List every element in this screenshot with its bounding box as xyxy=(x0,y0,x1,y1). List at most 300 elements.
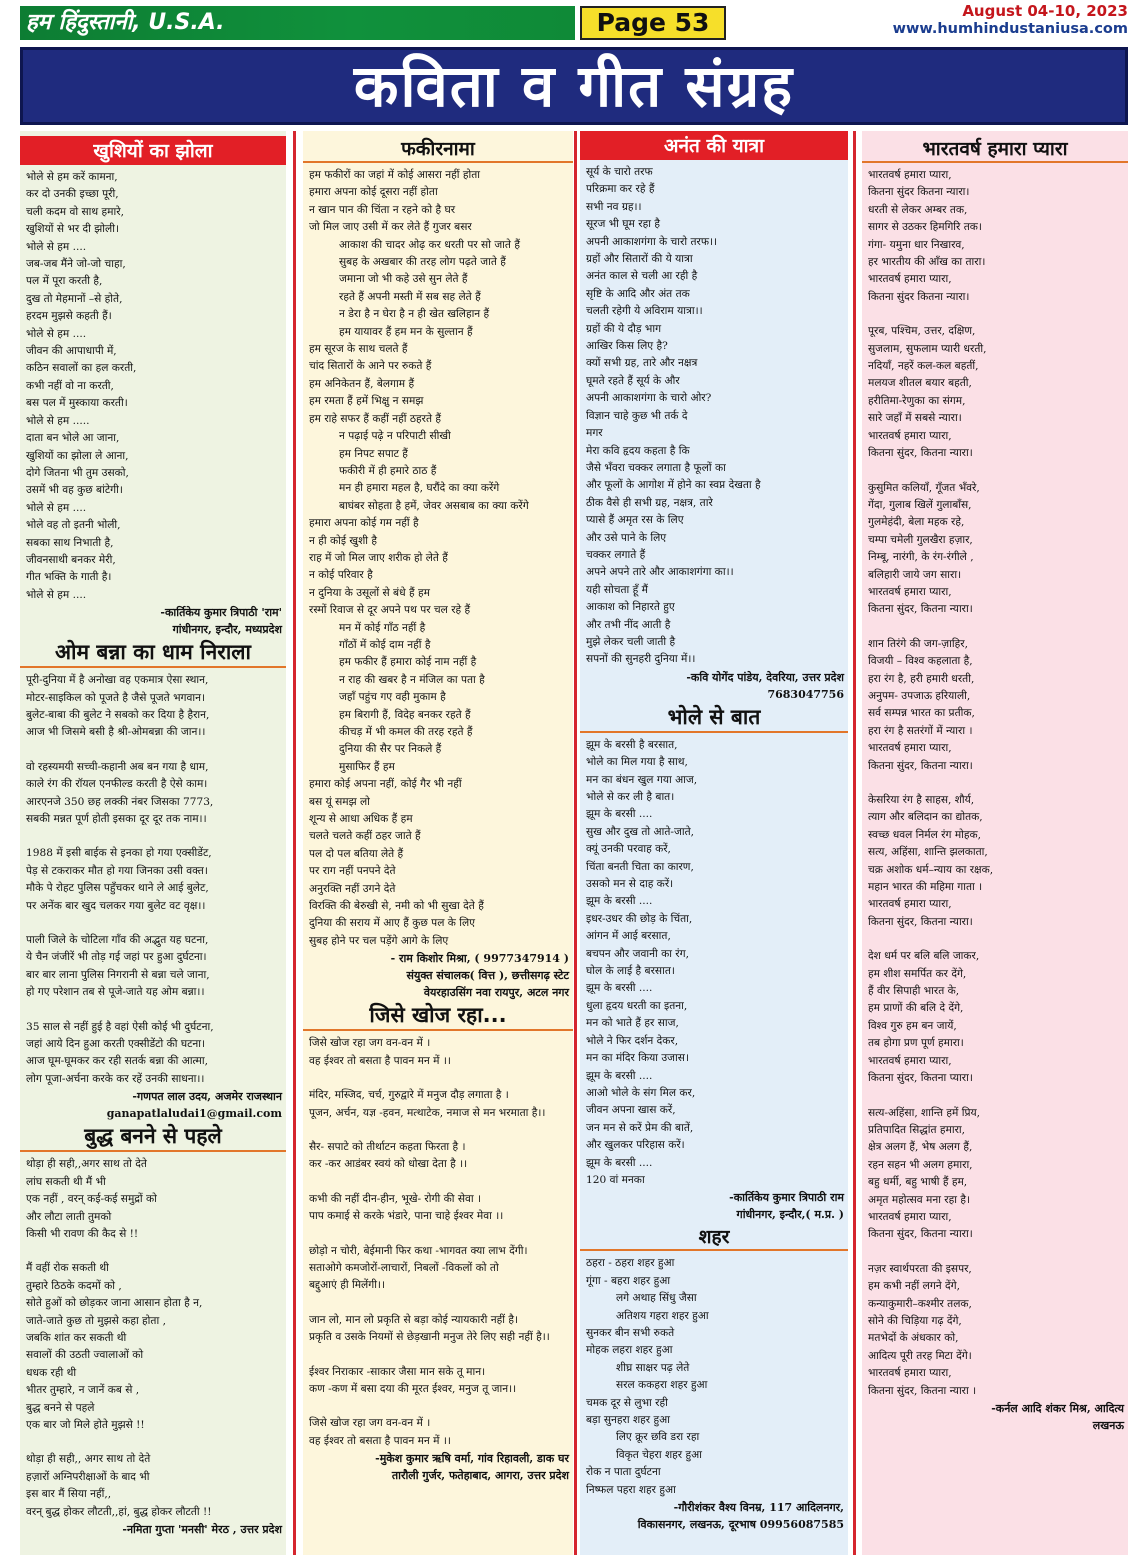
poem-line: सत्य, अहिंसा, शान्ति झलकाता, xyxy=(868,846,988,859)
poem-line: आज घूम-घूमकर कर रही सतर्क बन्ना की आत्मा, xyxy=(26,1055,208,1068)
stanza-gap xyxy=(868,463,1123,480)
poem-line: कण -कण में बसा दया की मूरत ईश्वर, मनुज तू जान।। xyxy=(309,1382,517,1395)
poem-line: शान तिरंगे की जग-ज़ाहिर, xyxy=(868,637,968,650)
poem-line: धधक रही थी xyxy=(26,1366,77,1379)
poem-line: ठहरा - ठहरा शहर हुआ xyxy=(586,1257,675,1270)
stanza-gap xyxy=(26,1243,281,1260)
poet-credit-line: -मुकेश कुमार ऋषि वर्मा, गांव रिहावली, डाक घर xyxy=(375,1452,569,1466)
poem-line: नदियाँ, नहरें कल-कल बहतीं, xyxy=(868,360,979,373)
poem-line: पेड़ से टकराकर मौत हो गया जिनका उसी वक्त। xyxy=(26,864,208,877)
poem-line: मुझे लेकर चली जाती है xyxy=(586,635,676,648)
poem-line: धुला हृदय धरती का इतना, xyxy=(586,999,688,1012)
poem-line: पर राग नहीं पनपने देते xyxy=(309,865,396,878)
poem-line: उसमें भी वह कुछ बांटेगी। xyxy=(26,484,123,497)
stanza-gap xyxy=(868,775,1123,792)
poet-credit-line: ganapatlaludai1@gmail.com xyxy=(106,1107,282,1121)
poem-line: भारतवर्ष हमारा प्यारा, xyxy=(868,1054,952,1067)
poem-body xyxy=(20,668,286,1088)
poem-line: भारतवर्ष हमारा प्यारा, xyxy=(868,585,952,598)
poem-line: धरती से लेकर अम्बर तक, xyxy=(868,203,968,216)
poem-line: मेरा कवि हृदय कहता है कि xyxy=(586,444,690,457)
poem-line: देश धर्म पर बलि बलि जाकर, xyxy=(868,950,980,963)
poem-credit xyxy=(20,1521,286,1538)
poem-line: हम यायावर हैं हम मन के सुल्तान हैं xyxy=(339,325,473,338)
poem-line: जाते-जाते कुछ तो मुझसे कहा होता , xyxy=(26,1314,166,1327)
poem-line: मन को भाते हैं हर साज, xyxy=(586,1017,679,1030)
poem-line: हम फकीरों का जहां में कोई आसरा नहीं होता xyxy=(309,169,481,181)
stanza-gap xyxy=(309,1174,568,1191)
poem-line: पूरी-दुनिया में है अनोखा वह एकमात्र ऐसा स्थान, xyxy=(26,674,209,687)
poem-line: बद्दुआएं ही मिलेंगी।। xyxy=(309,1279,385,1292)
poem-line: भोले से हम .... xyxy=(26,501,87,514)
poem-line: रस्मों रिवाज से दूर अपने पथ पर चल रहे हैं xyxy=(309,604,471,617)
section-banner xyxy=(20,47,1128,125)
poem-line: आकाश की चादर ओढ़ कर धरती पर सो जाते हैं xyxy=(339,238,520,251)
poem-line: मंदिर, मस्जिद, चर्च, गुरुद्वारे में मनुज दौड़ लगाता है । xyxy=(309,1089,509,1102)
poem-credit xyxy=(303,1450,573,1484)
stanza-gap xyxy=(26,1434,281,1451)
poem-line: और फूलों के आगोश में होने का स्वप्न देखता है xyxy=(586,479,761,492)
poem-om-banna xyxy=(20,638,286,1122)
poem-line: दुख तो मेहमानों –से होते, xyxy=(26,292,123,305)
poem-line: गुलमेहंदी, बेला महक रहे, xyxy=(868,516,965,529)
poem-line: सताओगे कमजोरों-लाचारों, निबलों -विकलों को तो xyxy=(309,1261,499,1274)
poem-line: न खान पान की चिंता न रहने को है घर xyxy=(309,203,456,216)
poem-line: ईश्वर निराकार -साकार जैसा मान सके तू मान। xyxy=(309,1365,486,1378)
poem-line: सबकी मन्नत पूर्ण होती इसका दूर दूर तक नाम।। xyxy=(26,813,207,825)
poem-line: काले रंग की रॉयल एनफील्ड करती है ऐसे काम। xyxy=(26,778,208,791)
poem-line: झूम के बरसी .... xyxy=(586,895,653,908)
poem-line: लांघ सकती थी मैं भी xyxy=(26,1175,106,1188)
poem-line: विरक्ति की बेरुखी से, नमी को भी सुखा देते हैं xyxy=(309,900,484,913)
poem-line: वरन् बुद्ध होकर लौटती,,हां, बुद्ध होकर लौटती !! xyxy=(26,1505,212,1518)
poem-line: अपने अपने तारे और आकाशगंगा का।। xyxy=(586,566,734,579)
poem-line: तब होगा प्रण पूर्ण हमारा। xyxy=(868,1037,964,1050)
poem-line: भोले वह तो इतनी भोली, xyxy=(26,519,121,532)
stanza-gap xyxy=(868,931,1123,948)
poem-buddh-banne-se-pahle xyxy=(20,1122,286,1538)
poem-line: और उसे पाने के लिए xyxy=(586,531,667,544)
poem-line: अनुरक्ति नहीं उगने देते xyxy=(309,882,396,895)
poem-line: लगे अथाह सिंधु जैसा xyxy=(616,1292,697,1305)
poem-line: हम सूरज के साथ चलते हैं xyxy=(309,343,408,356)
poem-line: विजयी – विश्व कहलाता है, xyxy=(868,655,973,668)
poem-line: और तभी नींद आती है xyxy=(586,618,671,631)
poem-line: चक्र अशोक धर्म–न्याय का रक्षक, xyxy=(868,863,994,876)
poem-line: प्रकृति व उसके नियमों से छेड़खानी मनुज तेरे लिए सही नहीं है।। xyxy=(309,1331,550,1344)
poem-line: हम प्राणों की बलि दे देंगे, xyxy=(868,1002,964,1015)
poem-line: भारतवर्ष हमारा प्यारा, xyxy=(868,429,952,442)
poem-line: झूम के बरसी है बरसात, xyxy=(586,738,678,751)
poem-line: हम अनिकेतन हैं, बेलगाम हैं xyxy=(309,377,415,390)
column-1 xyxy=(20,131,286,1555)
poem-line: जन मन से करें प्रेम की बातें, xyxy=(586,1121,694,1134)
poem-line: हमारा कोई अपना नहीं, कोई गैर भी नहीं xyxy=(309,778,462,791)
poem-line: अपनी आकाशगंगा के चारो ओर? xyxy=(586,392,712,405)
poet-credit-line: -गौरीशंकर वैश्य विनम्र, 117 आदिलनगर, xyxy=(673,1501,844,1515)
stanza-gap xyxy=(868,306,1123,323)
poem-line: प्यासे हैं अमृत रस के लिए xyxy=(586,514,684,527)
poem-line: विकृत चेहरा शहर हुआ xyxy=(616,1448,702,1461)
poem-line: केसरिया रंग है साहस, शौर्य, xyxy=(868,794,975,806)
poem-line: बहु धर्मी, बहु भाषी हैं हम, xyxy=(868,1176,968,1189)
poem-line: सृष्टि के आदि और अंत तक xyxy=(586,287,690,300)
poem-line: मन का बंधन खुल गया आज, xyxy=(586,773,698,786)
poem-line: सूरज भी घूम रहा है xyxy=(586,218,660,231)
poem-line: खुशियों से भर दी झोली। xyxy=(26,223,119,236)
poem-line: चम्पा चमेली गुलखैरा हज़ार, xyxy=(868,533,973,546)
poem-line: चलते चलते कहीं ठहर जाते हैं xyxy=(309,830,421,843)
poem-credit xyxy=(303,950,573,1001)
poem-line: कितना सुंदर, कितना न्यारा । xyxy=(868,1384,977,1397)
poem-line: सर्व सम्पन्न भारत का प्रतीक, xyxy=(868,707,975,720)
poem-line: जीवन अपना खास करें, xyxy=(586,1104,676,1117)
poet-credit-line: वेयरहाउसिंग नवा रायपुर, अटल नगर xyxy=(423,986,569,1000)
column-4 xyxy=(862,131,1128,1555)
poem-line: शून्य से आधा अधिक हैं हम xyxy=(309,813,413,826)
poet-credit-line: तारौली गुर्जर, फतेहाबाद, आगरा, उत्तर प्रदेश xyxy=(391,1469,569,1483)
website-link[interactable]: www.humhindustaniusa.com xyxy=(892,21,1128,37)
poem-line: कितना सुंदर, कितना न्यारा। xyxy=(868,603,973,616)
poem-line: भारतवर्ष हमारा प्यारा, xyxy=(868,1367,952,1380)
masthead xyxy=(20,2,1128,40)
poem-line: जिसे खोज रहा जग वन-वन में । xyxy=(309,1417,431,1430)
poem-line: सागर से उठकर हिमगिरि तक। xyxy=(868,221,982,234)
poem-line: पल दो पल बतिया लेते हैं xyxy=(309,847,404,860)
poem-line: लिए क्रूर छवि डरा रहा xyxy=(616,1431,700,1444)
poem-line: सारे जहाँ में सबसे न्यारा। xyxy=(868,412,962,425)
poem-line: बड़ा सुनहरा शहर हुआ xyxy=(586,1414,670,1426)
poem-line: खुशियों का झोला ले आना, xyxy=(26,449,129,462)
poem-line: शीघ्र साक्षर पढ़ लेते xyxy=(616,1361,690,1374)
poem-line: हर भारतीय की आँख का तारा। xyxy=(868,256,986,269)
poem-body xyxy=(20,1152,286,1521)
poem-line: भारतवर्ष हमारा प्यारा, xyxy=(868,169,952,181)
poem-line: और खुलकर परिहास करें। xyxy=(586,1139,685,1152)
poem-title: शहर xyxy=(580,1223,848,1251)
poem-line: हज़ारों अग्निपरीक्षाओं के बाद भी xyxy=(26,1470,150,1483)
column-divider xyxy=(293,131,296,1555)
stanza-gap xyxy=(868,619,1123,636)
poem-line: इधर-उधर की छोड़ के चिंता, xyxy=(586,912,693,925)
column-2 xyxy=(303,131,573,1555)
poem-line: जिसे खोज रहा जग वन-वन में । xyxy=(309,1037,431,1050)
poem-line: विश्व गुरु हम बन जायें, xyxy=(868,1019,957,1032)
poem-line: आंगन में आई बरसात, xyxy=(586,930,671,943)
poem-credit xyxy=(580,1189,848,1223)
poem-line: हम कभी नहीं लगने देंगे, xyxy=(868,1280,960,1293)
poem-line: मन में कोई गाँठ नहीं है xyxy=(339,621,426,634)
poem-line: कीचड़ में भी कमल की तरह रहते हैं xyxy=(339,726,473,738)
poem-line: आज भी जिसमे बसी है श्री-ओमबन्ना की जान।। xyxy=(26,726,206,739)
poem-credit xyxy=(862,1400,1128,1434)
poem-line: ये चैन जंजीरें भी तोड़ गई जहां पर हुआ दुर्घटना। xyxy=(26,951,207,964)
poem-line: जमाना जो भी कहे उसे सुन लेते हैं xyxy=(339,273,468,286)
poem-line: 1988 में इसी बाईक से इनका हो गया एक्सीडेंट, xyxy=(26,847,212,860)
column-divider xyxy=(853,131,856,1555)
poem-title: भारतवर्ष हमारा प्यारा xyxy=(862,135,1128,163)
poem-line: एक बार जो मिले होते मुझसे !! xyxy=(26,1418,145,1431)
poem-line: सुबह के अखबार की तरह लोग पढ़ते जाते हैं xyxy=(339,256,506,269)
poem-line: हरीतिमा-रेणुका का संगम, xyxy=(868,394,966,407)
poem-line: विज्ञान चाहे कुछ भी तर्क दे xyxy=(586,409,688,422)
poem-line: कभी की नहीं दीन-हीन, भूखे- रोगी की सेवा । xyxy=(309,1192,482,1205)
stanza-gap xyxy=(309,1295,568,1312)
poet-credit-line: संयुक्त संचालक( वित्त ), छत्तीसगढ़ स्टेट xyxy=(406,969,569,983)
poem-line: झूम के बरसी .... xyxy=(586,982,653,995)
poem-title: भोले से बात xyxy=(580,703,848,733)
poem-line: दुनिया की सराय में आए हैं कुछ पल के लिए xyxy=(309,917,476,930)
poem-line: मोहक लहरा शहर हुआ xyxy=(586,1344,673,1357)
poem-body xyxy=(580,1251,848,1499)
poem-line: उसको मन से दाह करें। xyxy=(586,878,674,891)
poem-line: मतभेदों के अंधकार को, xyxy=(868,1332,959,1345)
poem-line: अनंत काल से चली आ रही है xyxy=(586,270,698,283)
poem-line: भोले ने फिर दर्शन देकर, xyxy=(586,1034,679,1047)
poem-line: हम रमता हैं हमें भिक्षु न समझ xyxy=(309,395,424,408)
poem-credit xyxy=(20,1088,286,1122)
issue-date: August 04-10, 2023 xyxy=(962,2,1128,20)
poem-line: थोड़ा ही सही,,अगर साथ तो देते xyxy=(26,1158,147,1171)
poem-line: न ही कोई खुशी है xyxy=(309,534,378,547)
poem-credit xyxy=(580,1499,848,1533)
poem-line: भीतर तुम्हारे, न जानें कब से , xyxy=(26,1384,140,1397)
poem-line: हमारा अपना कोई दूसरा नहीं होता xyxy=(309,186,438,199)
poem-line: गीत भक्ति के गाती है। xyxy=(26,571,112,584)
poem-line: पाप कमाई से करके भंडारे, पाना चाहे ईश्वर मेवा ।। xyxy=(309,1210,504,1223)
poem-line: सोने की चिड़िया गढ़ देंगे, xyxy=(868,1314,962,1327)
poem-line: चमक दूर से लुभा रही xyxy=(586,1396,668,1409)
poet-credit-line: - राम किशोर मिश्रा, ( 9977347914 ) xyxy=(390,952,569,966)
poem-line: जीवनसाथी बनकर मेरी, xyxy=(26,553,116,566)
poem-body xyxy=(303,163,573,950)
poem-line: हम फकीर हैं हमारा कोई नाम नहीं है xyxy=(339,656,477,669)
poem-line: दाता बन भोले आ जाना, xyxy=(26,432,120,445)
poem-line: हम बिरागी हैं, विदेह बनकर रहते हैं xyxy=(339,708,471,721)
poem-line: झूम के बरसी .... xyxy=(586,1069,653,1082)
poem-shahar xyxy=(580,1223,848,1533)
poem-jise-khoj-raha xyxy=(303,1001,573,1484)
poem-line: मगर xyxy=(586,427,603,440)
stanza-gap xyxy=(309,1070,568,1087)
poem-line: आओ भोले के संग मिल कर, xyxy=(586,1086,696,1099)
poem-line: ग्रहों की ये दौड़ भाग xyxy=(586,322,662,335)
poem-credit xyxy=(20,604,286,638)
poem-title: बुद्ध बनने से पहले xyxy=(20,1122,286,1152)
poem-line: पल में पूरा करती है, xyxy=(26,275,103,288)
poem-line: सवालों की उठती ज्वालाओं को xyxy=(26,1349,144,1362)
poem-line: वो रहस्यमयी सच्ची-कहानी अब बन गया है धाम, xyxy=(26,760,209,773)
poem-line: मलयज शीतल बयार बहती, xyxy=(868,377,972,390)
poem-line: वह ईश्वर तो बसता है पावन मन में ।। xyxy=(309,1054,451,1067)
poem-line: भारतवर्ष हमारा प्यारा, xyxy=(868,898,952,911)
poem-khushiyon-ka-jhola xyxy=(20,136,286,638)
poem-line: हरा रंग है सतरंगों में न्यारा । xyxy=(868,724,973,737)
poem-line: छोड़ो न चोरी, बेईमानी फिर कथा -भागवत क्या लाभ देंगी। xyxy=(309,1244,528,1257)
poem-line: क्यूं उनकी परवाह करें, xyxy=(586,843,671,856)
poem-line: दोगे जितना भी तुम उसको, xyxy=(26,466,129,479)
poem-line: हो गए परेशान तब से पूजे-जाते यह ओम बन्ना।। xyxy=(26,986,205,999)
poem-line: अपनी आकाशगंगा के चारो तरफ।। xyxy=(586,235,718,248)
stanza-gap xyxy=(26,915,281,932)
poet-credit-line: -नमिता गुप्ता 'मनसी' मेरठ , उत्तर प्रदेश xyxy=(122,1523,282,1536)
poem-line: और लौटा लाती तुमको xyxy=(26,1210,112,1223)
poem-line: हमारा अपना कोई गम नहीं है xyxy=(309,517,419,530)
poem-line: महान भारत की महिमा गाता । xyxy=(868,881,983,894)
poem-line: वह ईश्वर तो बसता है पावन मन में ।। xyxy=(309,1434,451,1447)
poem-title: जिसे खोज रहा... xyxy=(303,1001,573,1031)
poem-line: भोले से हम .... xyxy=(26,240,87,253)
poem-line: भारतवर्ष हमारा प्यारा, xyxy=(868,1210,952,1223)
poem-line: कितना सुंदर, कितना न्यारा। xyxy=(868,915,973,928)
poem-line: झूम के बरसी .... xyxy=(586,1156,653,1169)
poem-fakirnama xyxy=(303,135,573,1001)
column-3 xyxy=(580,131,848,1555)
poem-line: दुनिया की सैर पर निकले हैं xyxy=(339,743,442,756)
poem-line: बार बार लाना पुलिस निगरानी से बन्ना चले जाना, xyxy=(26,968,210,981)
column-divider xyxy=(574,131,577,1555)
poem-line: नज़र स्वार्थपरता की इसपर, xyxy=(868,1262,972,1275)
page-number: Page 53 xyxy=(580,6,726,40)
poem-line: ठीक वैसे ही सभी ग्रह, नक्षत्र, तारे xyxy=(586,496,713,509)
stanza-gap xyxy=(309,1398,568,1415)
poem-line: हैं वीर सिपाही भारत के, xyxy=(868,985,960,998)
poem-line: निष्फल पहरा शहर हुआ xyxy=(586,1483,676,1496)
stanza-gap xyxy=(309,1226,568,1243)
poem-line: रहन सहन भी अलग हमारा, xyxy=(868,1158,973,1171)
poem-line: एक नहीं , वरन् कई-कई समुद्रों को xyxy=(26,1193,157,1206)
poem-line: न दुनिया के उसूलों से बंधे हैं हम xyxy=(309,586,430,599)
poem-line: पूजन, अर्चन, यज्ञ -हवन, मत्थाटेक, नमाज से मन भरमाता है।। xyxy=(309,1106,546,1119)
poem-line: सभी नव ग्रह।। xyxy=(586,200,642,213)
poem-line: अनुपम- उपजाऊ हरियाली, xyxy=(868,689,971,702)
poem-line: बाघंबर सोहता है हमें, जेवर असबाब का क्या करेंगे xyxy=(339,499,529,512)
poem-line: सरल ककहरा शहर हुआ xyxy=(616,1379,708,1392)
poem-line: कर दो उनकी इच्छा पूरी, xyxy=(26,188,119,201)
poem-line: गेंदा, गुलाब खिलें गुलाबाँस, xyxy=(868,498,972,511)
poem-line: हरा रंग है, हरी हमारी धरती, xyxy=(868,672,975,685)
poem-line: पाली जिले के चोटिला गाँव की अद्भुत यह घटना, xyxy=(26,934,209,947)
poet-credit-line: गांधीनगर, इन्दौर, मध्यप्रदेश xyxy=(172,623,282,637)
poem-line: आरएनजे 350 छह लक्की नंबर जिसका 7773, xyxy=(26,795,214,808)
poem-line: कन्याकुमारी–कश्मीर तलक, xyxy=(868,1297,972,1310)
poem-line: लोग पूजा-अर्चना करके कर रहें उनकी साधना।। xyxy=(26,1072,205,1085)
poem-line: जैसे भँवरा चक्कर लगाता है फूलों का xyxy=(586,461,726,474)
poem-line: भोले से हम .... xyxy=(26,327,87,340)
poem-bhole-se-baat xyxy=(580,703,848,1224)
poem-line: घूमते रहते हैं सूर्य के और xyxy=(586,374,680,387)
poem-body xyxy=(303,1031,573,1450)
poem-line: चक्कर लगाते हैं xyxy=(586,548,646,561)
poem-line: पूरब, पश्चिम, उत्तर, दक्षिण, xyxy=(868,325,976,338)
poem-line: क्षेत्र अलग हैं, भेष अलग हैं, xyxy=(868,1141,973,1154)
poem-line: भोले का मिल गया है साथ, xyxy=(586,756,688,769)
poem-anant-ki-yatra xyxy=(580,131,848,703)
poet-credit-line: 7683047756 xyxy=(767,687,844,701)
poem-line: बस पल में मुस्काया करती। xyxy=(26,397,128,410)
poem-line: हम राहे सफर हैं कहीं नहीं ठहरते हैं xyxy=(309,412,442,425)
poem-line: 35 साल से नहीं हुई है वहां ऐसी कोई भी दुर्घटना, xyxy=(26,1020,214,1033)
poem-line: चांद सितारों के आने पर रुकते हैं xyxy=(309,360,432,373)
poem-line: कितना सुंदर, कितना प्यारा। xyxy=(868,1072,973,1085)
poem-line: त्याग और बलिदान का द्योतक, xyxy=(868,811,983,824)
poem-line: जो मिल जाए उसी में कर लेते हैं गुजर बसर xyxy=(309,221,472,234)
publication-name: हम हिंदुस्तानी, U.S.A. xyxy=(20,6,575,40)
poem-line: हम शीश समर्पित कर देंगे, xyxy=(868,967,967,980)
stanza-gap xyxy=(26,828,281,845)
poet-credit-line: -कार्तिकेय कुमार त्रिपाठी 'राम' xyxy=(160,606,282,620)
poem-line: सूर्य के चारो तरफ xyxy=(586,166,653,178)
poem-line: निम्बू, नारंगी, के रंग-रंगीले , xyxy=(868,551,974,564)
poem-line: गाँठों में कोई दाम नहीं है xyxy=(339,638,431,651)
poem-line: रहते हैं अपनी मस्ती में सब सह लेते हैं xyxy=(339,290,481,303)
stanza-gap xyxy=(868,1244,1123,1261)
poem-line: जब-जब मैंने जो-जो चाहा, xyxy=(26,258,126,271)
poem-line: झूम के बरसी .... xyxy=(586,808,653,821)
poem-line: भोले से हम ..... xyxy=(26,414,90,427)
poem-line: मन का मंदिर किया उजास। xyxy=(586,1052,689,1065)
poem-line: भारतवर्ष हमारा प्यारा, xyxy=(868,273,952,286)
stanza-gap xyxy=(26,742,281,759)
poem-line: सुनकर बीन सभी रुकते xyxy=(586,1326,675,1339)
poem-line: 120 वां मनका xyxy=(586,1173,645,1186)
poem-line: बस यूं समझ लो xyxy=(309,795,370,808)
poem-line: सपनों की सुनहरी दुनिया में।। xyxy=(586,653,696,666)
poem-line: जहाँ पहुंच गए वही मुकाम है xyxy=(339,691,446,704)
poem-line: भोले से हम करें कामना, xyxy=(26,171,118,183)
poem-line: हम निपट सपाट हैं xyxy=(339,447,408,460)
poet-credit-line: विकासनगर, लखनऊ, दूरभाष 09956087585 xyxy=(637,1518,844,1532)
poem-line: बुद्ध बनने से पहले xyxy=(26,1401,95,1414)
poem-line: कितना सुंदर कितना न्यारा। xyxy=(868,186,970,199)
poem-line: जहां आये दिन हुआ करती एक्सीडेंटो की घटना। xyxy=(26,1038,206,1051)
poem-line: चली कदम वो साथ हमारे, xyxy=(26,205,124,218)
poem-line: भोले से कर ली है बात। xyxy=(586,791,675,803)
poem-line: सुबह होने पर चल पड़ेंगे आगे के लिए xyxy=(309,934,449,947)
poem-line: सैर- सपाटे को तीर्थाटन कहता फिरता है । xyxy=(309,1140,466,1153)
stanza-gap xyxy=(26,1002,281,1019)
poet-credit-line: गांधीनगर, इन्दौर,( म.प्र. ) xyxy=(736,1208,844,1222)
poet-credit-line: -कवि योगेंद पांडेय, देवरिया, उत्तर प्रदेश xyxy=(686,670,844,684)
poem-line: सत्य-अहिंसा, शान्ति हमें प्रिय, xyxy=(868,1106,981,1119)
poem-line: राह में जो मिल जाए शरीक हो लेते हैं xyxy=(309,551,448,564)
poem-line: न पढ़ाई पढ़े न परिपाटी सीखी xyxy=(339,430,451,443)
poem-line: भारतवर्ष हमारा प्यारा, xyxy=(868,742,952,755)
poem-line: न राह की खबर है न मंजिल का पता है xyxy=(339,673,485,686)
poem-line: कुसुमित कलियाँ, गूँजत भँवरे, xyxy=(868,481,980,494)
poem-line: सुख और दुख तो आते-जाते, xyxy=(586,825,694,838)
poem-line: कितना सुंदर कितना न्यारा। xyxy=(868,290,970,303)
poem-line: मैं वहीं रोक सकती थी xyxy=(26,1262,109,1275)
stanza-gap xyxy=(868,1088,1123,1105)
poem-line: मोटर-साइकिल को पूजते है जैसे पूजते भगवान। xyxy=(26,691,206,704)
poem-line: चलती रहेगी ये अविराम यात्रा।। xyxy=(586,305,703,318)
poem-title: अनंत की यात्रा xyxy=(580,131,848,160)
poem-line: मौके पे रोहट पुलिस पहुँचकर थाने ले आई बुलेट, xyxy=(26,882,209,895)
poem-line: गंगा- यमुना धार निखारव, xyxy=(868,238,965,251)
poem-line: सबका साथ निभाती है, xyxy=(26,536,114,549)
poem-line: आखिर किस लिए है? xyxy=(586,340,668,353)
poem-line: इस बार मैं सिया नहीं,, xyxy=(26,1488,112,1501)
poem-bharatvarsh-hamara-pyara xyxy=(862,135,1128,1434)
poem-line: कितना सुंदर, कितना न्यारा। xyxy=(868,447,973,460)
stanza-gap xyxy=(309,1347,568,1364)
poem-line: तुम्हारे ठिठके कदमों को , xyxy=(26,1279,122,1292)
poem-line: मुसाफिर हैं हम xyxy=(339,760,395,773)
poem-line: बचपन और जवानी का रंग, xyxy=(586,947,689,960)
poem-body xyxy=(580,733,848,1190)
poet-credit-line: -कार्तिकेय कुमार त्रिपाठी राम xyxy=(729,1191,844,1205)
